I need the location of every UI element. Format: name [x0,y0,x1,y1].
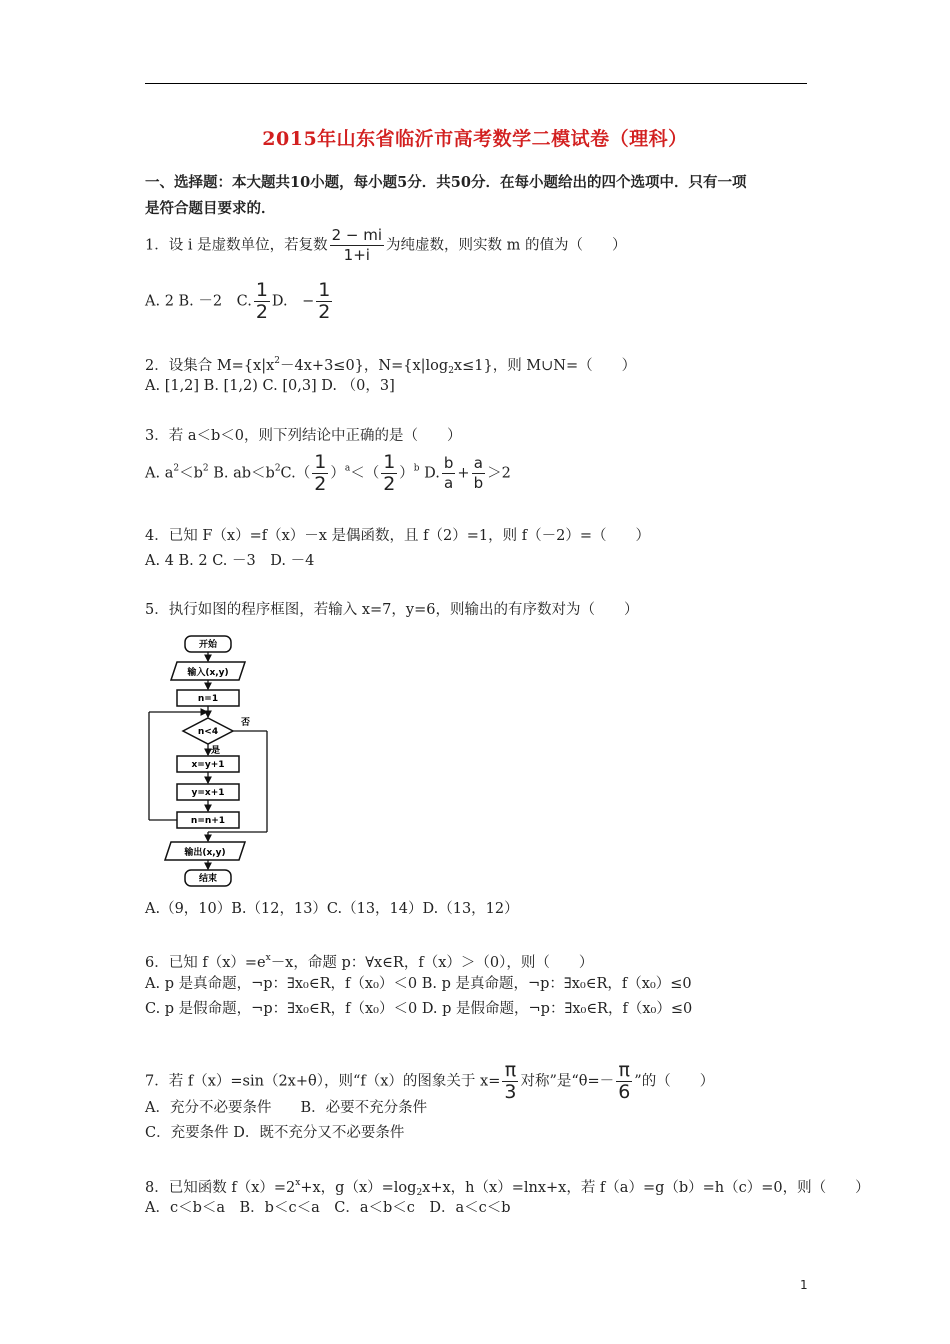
question-6-options-1: A. p 是真命题，¬p：∃x₀∈R，f（x₀）＜0 B. p 是真命题，¬p：∃x₀∈R，f（x₀）≤0 [145,976,692,992]
q3-c1-den: 2 [314,473,327,495]
q3-c1-num: 1 [314,451,327,473]
question-4-options: A. 4 B. 2 C. －3 D. －4 [145,553,315,569]
q8-sup: x [295,1178,301,1188]
q3-pow-b: b [413,463,420,474]
q3-c2-den: 2 [383,473,396,495]
q7-f2-den: 6 [618,1081,631,1103]
flow-cond: n<4 [197,727,219,737]
q7-stem-a: 7．若 f（x）=sin（2x+θ），则“f（x）的图象关于 x= [145,1073,501,1090]
question-3-stem: 3．若 a＜b＜0，则下列结论中正确的是（ ） [145,428,462,444]
q1-opt-c-fraction [254,280,270,323]
q1-opt-c-den: 2 [255,301,268,323]
q3-sup2: 2 [202,463,209,474]
flowchart [145,632,275,888]
q6-stem-b: －x，命题 p：∀x∈R，f（x）＞（0），则（ ） [270,955,594,971]
q7-stem-b: 对称”是“θ=－ [520,1073,615,1090]
question-2-options: A. [1,2] B. [1,2) C. [0,3] D. （0，3] [145,378,395,394]
q1-frac-den: 1+i [343,246,370,264]
q2-stem-c: x≤1}，则 M∪N=（ ） [453,358,637,374]
q3-opt-d: D. [419,465,440,482]
q7-f1-den: 3 [504,1081,517,1103]
q7-frac-2 [616,1060,632,1103]
question-7-options-2: C．充要条件 D．既不充分又不必要条件 [145,1125,405,1141]
q6-sup: x [265,953,271,963]
q1-stem-pre: 1．设 i 是虚数单位，若复数 [145,237,328,254]
question-2-stem [145,352,636,380]
header-rule [145,83,807,84]
flow-yes: 是 [211,746,221,756]
q1-opt-d-num: 1 [318,279,331,301]
q3-c2-num: 1 [383,451,396,473]
q3-gt: ＞2 [487,465,511,482]
q3-d2-num: a [473,454,483,472]
q1-fraction [330,226,384,265]
q2-sup: 2 [274,356,281,366]
q8-stem-b: +x，g（x）=log [300,1180,417,1196]
flow-step3: n=n+1 [190,816,226,826]
page-number: 1 [800,1278,808,1292]
q8-stem-c: x+x，h（x）=lnx+x，若 f（a）=g（b）=h（c）=0，则（ ） [422,1180,870,1196]
flow-step1: x=y+1 [191,760,225,770]
question-1-stem [145,226,627,265]
question-7-stem [145,1060,714,1103]
question-8-options: A．c＜b＜a B．b＜c＜a C．a＜b＜c D．a＜c＜b [145,1200,511,1216]
q3-pow-a: a [344,463,351,474]
question-6-options-2: C. p 是假命题，¬p：∃x₀∈R，f（x₀）＜0 D. p 是假命题，¬p：∃x₀∈R，f（x₀）≤0 [145,1001,693,1017]
q3-c-paren-a: ） [330,465,345,482]
q1-stem-post: 为纯虚数，则实数 m 的值为（ ） [386,237,627,254]
question-5-stem: 5．执行如图的程序框图，若输入 x=7，y=6，则输出的有序数对为（ ） [145,602,639,618]
flow-end: 结束 [198,874,218,884]
q3-d1-num: b [443,454,454,472]
section-heading-1: 一、选择题：本大题共10小题，每小题5分．共50分．在每小题给出的四个选项中．只有一项 [145,174,747,191]
q2-sub: 2 [448,366,454,376]
q3-d-frac-1 [442,454,456,493]
question-6-stem [145,949,593,972]
section-heading-2: 是符合题目要求的． [145,200,276,217]
q2-stem-a: 2．设集合 M={x|x [145,358,275,374]
q6-stem-a: 6．已知 f（x）=e [145,955,266,971]
q3-sup1: 2 [173,463,180,474]
q3-sup3: 2 [274,463,281,474]
question-8-stem [145,1174,870,1202]
question-3-options [145,452,511,495]
q3-c-frac-1 [312,452,328,495]
q3-plus: + [457,465,470,482]
q1-frac-num: 2 − mi [331,226,383,244]
flow-output: 输出(x,y) [184,848,226,858]
q1-opt-d-den: 2 [318,301,331,323]
q1-opt-d: D. − [271,293,315,310]
q3-d-frac-2 [472,454,486,493]
q3-opt-b: B. ab＜b [208,465,275,482]
q3-opt-a2: ＜b [179,465,203,482]
q1-opt-pre: A. 2 B. －2 C. [145,293,252,310]
flow-step2: y=x+1 [191,788,225,798]
question-5-options: A.（9，10）B.（12，13）C.（13，14）D.（13，12） [145,901,519,917]
q7-f2-num: π [618,1059,630,1081]
q3-opt-a: A. a [145,465,174,482]
q3-c-paren-b: ） [399,465,414,482]
q3-c-mid: ＜（ [350,465,380,482]
q7-f1-num: π [504,1059,517,1081]
q2-stem-b: －4x+3≤0}，N={x|log [280,358,449,374]
question-7-options-1: A．充分不必要条件 B．必要不充分条件 [145,1100,428,1116]
flow-input: 输入(x,y) [187,668,229,678]
q1-opt-c-num: 1 [255,279,268,301]
question-4-stem: 4．已知 F（x）=f（x）－x 是偶函数，且 f（2）=1，则 f（－2）=（ ） [145,528,650,544]
q8-stem-a: 8．已知函数 f（x）=2 [145,1180,296,1196]
question-1-options [145,280,334,323]
flow-start: 开始 [198,640,218,650]
q7-stem-c: ”的（ ） [634,1073,715,1090]
q3-d1-den: a [444,474,454,492]
q7-frac-1 [502,1060,518,1103]
flow-init: n=1 [197,694,219,704]
q3-c-frac-2 [381,452,397,495]
page-title: 2015年山东省临沂市高考数学二模试卷（理科） [262,128,688,150]
q3-d2-den: b [473,474,484,492]
q8-sub: 2 [416,1188,423,1198]
flow-no: 否 [241,718,251,728]
q1-opt-d-fraction [316,280,332,323]
q3-opt-c: C.（ [280,465,311,482]
